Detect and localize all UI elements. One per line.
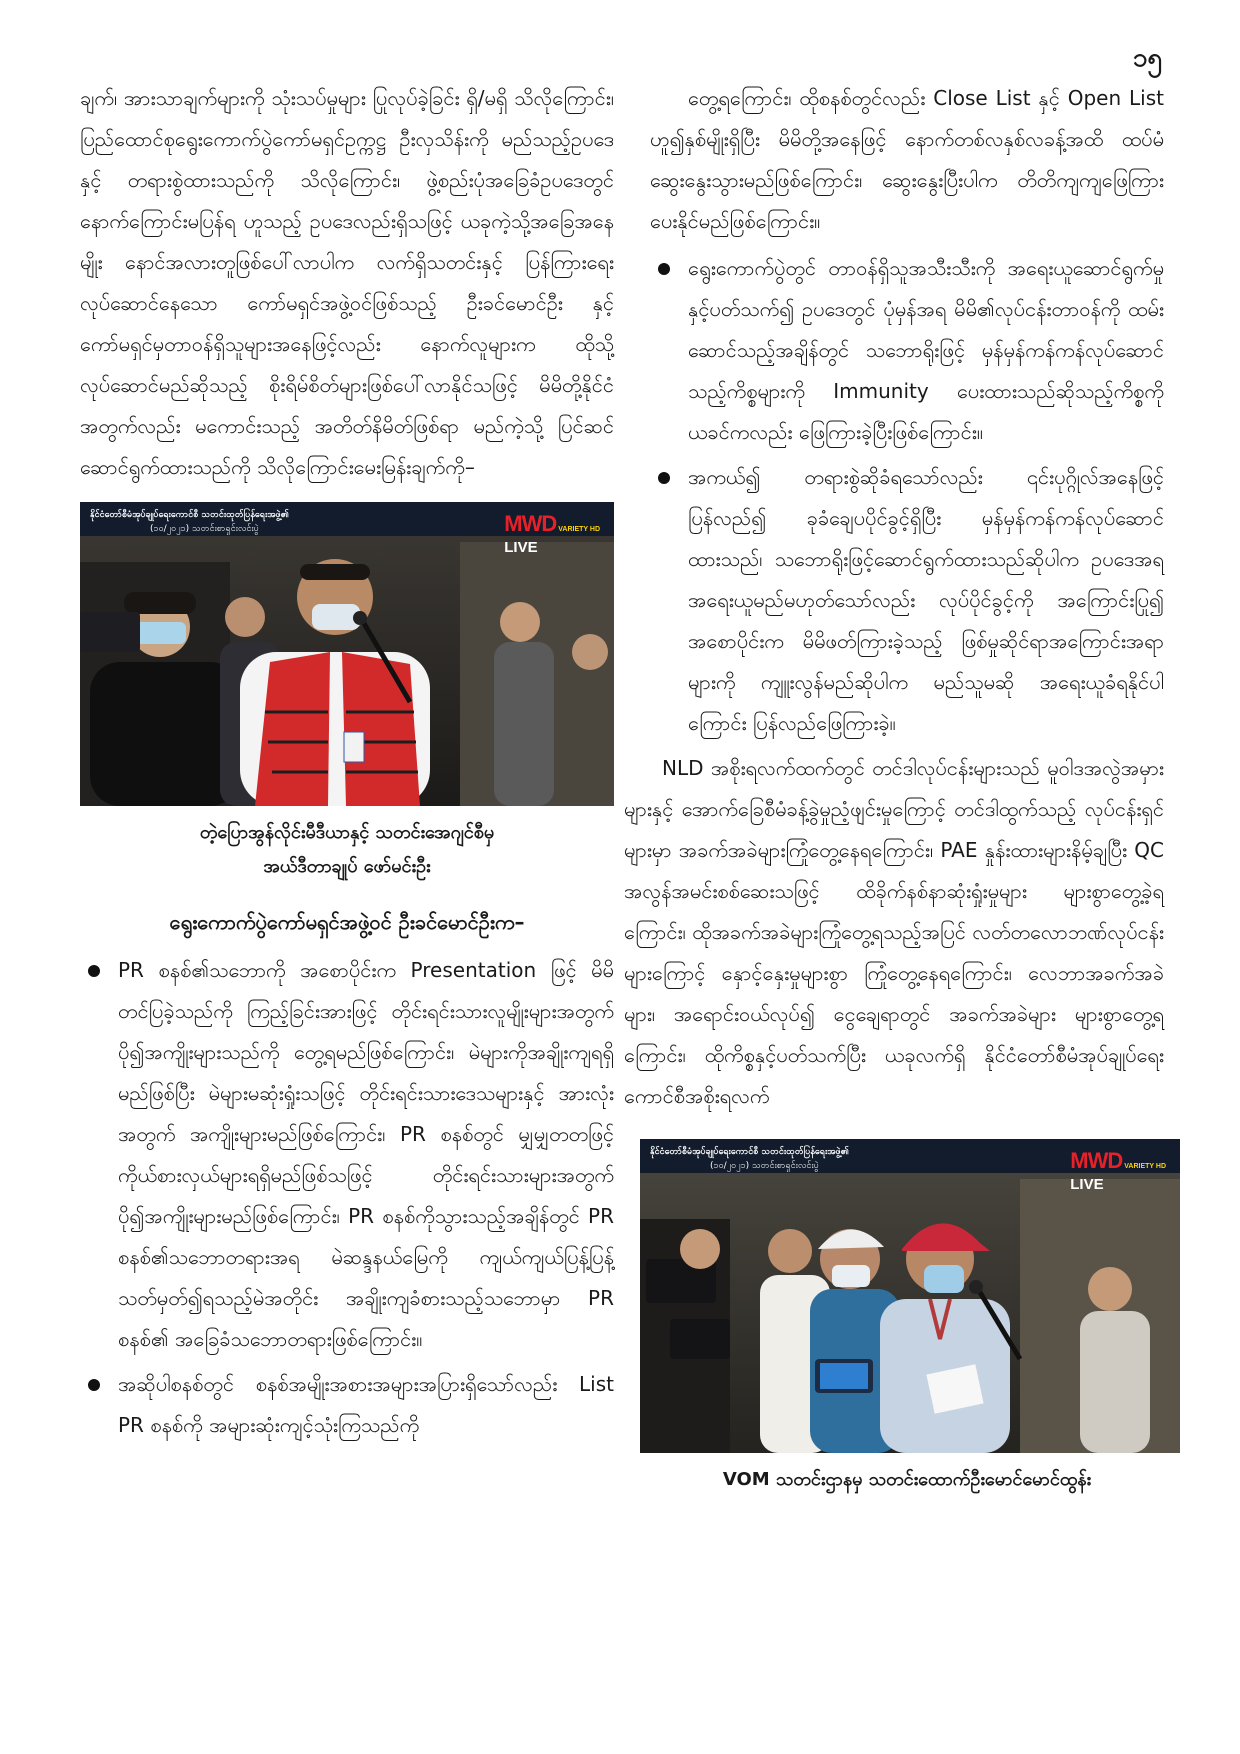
press-conference-photo-reporter bbox=[80, 502, 614, 806]
right-bullet-list bbox=[650, 248, 1164, 744]
caption-1-line-2: အယ်ဒီတာချုပ် ဖော်မင်းဦး bbox=[263, 856, 431, 877]
section-heading: ရွေးကောက်ပွဲကော်မရှင်အဖွဲ့ဝင် ဦးခင်မောင်ဦးက– bbox=[169, 910, 525, 934]
left-bullet-list bbox=[80, 950, 614, 1446]
caption-1-line-1: တဲ့ပြောအွန်လိုင်းမီဒီယာနှင့် သတင်းအေဂျင်စီမှ bbox=[199, 822, 495, 843]
press-conference-photo-journalist bbox=[640, 1139, 1180, 1453]
banner-line-1: နိုင်ငံတော်စီမံအုပ်ချုပ်ရေးကောင်စီ သတင်းထုတ်ပြန်ရေးအဖွဲ့၏ bbox=[650, 1147, 849, 1157]
logo-tag: VARIETY HD bbox=[558, 526, 600, 533]
mwd-live-logo bbox=[504, 511, 600, 556]
logo-text: MWD bbox=[504, 511, 557, 536]
page-number: ၁၅ bbox=[1132, 43, 1162, 73]
banner-line-1: နိုင်ငံတော်စီမံအုပ်ချုပ်ရေးကောင်စီ သတင်းထုတ်ပြန်ရေးအဖွဲ့၏ bbox=[90, 510, 289, 520]
intro-paragraph: ချက်၊ အားသာချက်များကို သုံးသပ်မှုများ ပြုလုပ်ခဲ့ခြင်း ရှိ/မရှိ သိလိုကြောင်း၊ ပြည်ထောင်စုရွေးကောက်ပွဲကော်မရှင်ဥက္ကဋ္ဌ ဦးလှသိန်းကို မည်သည့်ဥပဒေနှင့် တရားစွဲထားသည်ကို သိလိုကြောင်း၊ ဖွဲ့စည်းပုံအခြေခံဥပဒေတွင် နောက်ကြောင်းမပြန်ရ ဟူသည့် ဥပဒေလည်းရှိသဖြင့် ယခုကဲ့သို့အခြေအနေမျိုး နောင်အလားတူဖြစ်ပေါ်လာပါက လက်ရှိသတင်းနှင့် ပြန်ကြားရေး လုပ်ဆောင်နေသော ကော်မရှင်အဖွဲ့ဝင်ဖြစ်သည့် ဦးခင်မောင်ဦး နှင့်ကော်မရှင်မှတာဝန်ရှိသူများအနေဖြင့်လည်း နောက်လူများက ထိုသို့လုပ်ဆောင်မည်ဆိုသည့် စိုးရိမ်စိတ်များဖြစ်ပေါ်လာနိုင်သဖြင့် မိမိတို့နိုင်ငံအတွက်လည်း မကောင်းသည့် အတိတ်နိမိတ်ဖြစ်ရာ မည်ကဲ့သို့ ပြင်ဆင်ဆောင်ရွက်ထားသည်ကို သိလိုကြောင်းမေးမြန်းချက်ကို– bbox=[80, 86, 614, 479]
left-column bbox=[80, 78, 614, 1450]
nld-paragraph: NLD အစိုးရလက်ထက်တွင် တင်ဒါလုပ်ငန်းများသည် မူဝါဒအလွဲအမှားများနှင့် အောက်ခြေစီမံခန့်ခွဲမှုညံ့ဖျင်းမှုကြောင့် တင်ဒါထွက်သည့် လုပ်ငန်းရှင်များမှာ အခက်အခဲများကြုံတွေ့နေရကြောင်း၊ PAE နှုန်းထားများနိမ့်ချပြီး QC အလွန်အမင်းစစ်ဆေးသဖြင့် ထိခိုက်နစ်နာဆုံးရှုံးမှုများ များစွာတွေ့ခဲ့ရကြောင်း၊ ထိုအခက်အခဲများကြုံတွေ့ရသည့်အပြင် လတ်တလောဘဏ်လုပ်ငန်းများကြောင့် နှောင့်နှေးမှုများစွာ ကြုံတွေ့နေရကြောင်း၊ လေဘာအခက်အခဲများ၊ အရောင်းဝယ်လုပ်၍ ငွေချေရာတွင် အခက်အခဲများ များစွာတွေ့ရကြောင်း၊ ထိုကိစ္စနှင့်ပတ်သက်ပြီး ယခုလက်ရှိ နိုင်ငံတော်စီမံအုပ်ချုပ်ရေးကောင်စီအစိုးရလက် bbox=[624, 756, 1164, 1108]
photo-caption-1 bbox=[80, 816, 614, 884]
broadcast-banner bbox=[650, 1145, 849, 1173]
mwd-live-logo bbox=[1070, 1148, 1166, 1193]
logo-text: MWD bbox=[1070, 1148, 1123, 1173]
list-item: PR စနစ်၏သဘောကို အစောပိုင်းက Presentation ဖြင့် မိမိတင်ပြခဲ့သည်ကို ကြည့်ခြင်းအားဖြင့် တိုင်းရင်းသားလူမျိုးများအတွက် ပို၍အကျိုးများသည်ကို တွေ့ရမည်ဖြစ်ကြောင်း၊ မဲများကိုအချိုးကျရရှိမည်ဖြစ်ပြီး မဲများမဆုံးရှုံးသဖြင့် တိုင်းရင်းသားဒေသများနှင့် အားလုံးအတွက် အကျိုးများမည်ဖြစ်ကြောင်း၊ PR စနစ်တွင် မျှမျှတတဖြင့် ကိုယ်စားလှယ်များရရှိမည်ဖြစ်သဖြင့် တိုင်းရင်းသားများအတွက် ပို၍အကျိုးများမည်ဖြစ်ကြောင်း၊ PR စနစ်ကိုသွားသည့်အချိန်တွင် PR စနစ်၏သဘောတရားအရ မဲဆန္ဒနယ်မြေကို ကျယ်ကျယ်ပြန့်ပြန့်သတ်မှတ်၍ရသည့်မဲအတိုင်း အချိုးကျခံစားသည့်သဘောမှာ PR စနစ်၏ အခြေခံသဘောတရားဖြစ်ကြောင်း။ bbox=[80, 950, 614, 1360]
list-item: အကယ်၍ တရားစွဲဆိုခံရသော်လည်း ၎င်းပုဂ္ဂိုလ်အနေဖြင့် ပြန်လည်၍ ခုခံချေပပိုင်ခွင့်ရှိပြီး မှန်မှန်ကန်ကန်လုပ်ဆောင်ထားသည်၊ သဘောရိုးဖြင့်ဆောင်ရွက်ထားသည်ဆိုပါက ဥပဒေအရ အရေးယူမည်မဟုတ်သော်လည်း လုပ်ပိုင်ခွင့်ကို အကြောင်းပြု၍ အစောပိုင်းက မိမိဖတ်ကြားခဲ့သည့် ဖြစ်မှုဆိုင်ရာအကြောင်းအရာများကို ကျူးလွန်မည်ဆိုပါက မည်သူမဆို အရေးယူခံရနိုင်ပါကြောင်း ပြန်လည်ဖြေကြားခဲ့။ bbox=[650, 457, 1164, 744]
continuation-paragraph: တွေ့ရကြောင်း၊ ထိုစနစ်တွင်လည်း Close List နှင့် Open List ဟူ၍နှစ်မျိုးရှိပြီး မိမိတို့အနေဖြင့် နောက်တစ်လနှစ်လခန့်အထိ ထပ်မံဆွေးနွေးသွားမည်ဖြစ်ကြောင်း၊ ဆွေးနွေးပြီးပါက တိတိကျကျဖြေကြားပေးနိုင်မည်ဖြစ်ကြောင်း။ bbox=[650, 86, 1164, 233]
logo-tag: VARIETY HD bbox=[1124, 1163, 1166, 1170]
banner-line-2: (၁၀/၂၀၂၁) သတင်းစာရှင်းလင်းပွဲ bbox=[710, 1161, 819, 1171]
list-item: ရွေးကောက်ပွဲတွင် တာဝန်ရှိသူအသီးသီးကို အရေးယူဆောင်ရွက်မှုနှင့်ပတ်သက်၍ ဥပဒေတွင် ပုံမှန်အရ မိမိ၏လုပ်ငန်းတာဝန်ကို ထမ်းဆောင်သည့်အချိန်တွင် သဘောရိုးဖြင့် မှန်မှန်ကန်ကန်လုပ်ဆောင်သည့်ကိစ္စများကို Immunity ပေးထားသည်ဆိုသည့်ကိစ္စကို ယခင်ကလည်း ဖြေကြားခဲ့ပြီးဖြစ်ကြောင်း။ bbox=[650, 248, 1164, 453]
logo-live: LIVE bbox=[504, 539, 538, 556]
broadcast-banner bbox=[90, 508, 289, 536]
photo-caption-2: VOM သတင်းဌာနမှ သတင်းထောက်ဦးမောင်မောင်ထွန်း bbox=[722, 1469, 1092, 1490]
list-item: အဆိုပါစနစ်တွင် စနစ်အမျိုးအစားအများအပြားရှိသော်လည်း List PR စနစ်ကို အများဆုံးကျင့်သုံးကြသည်ကို bbox=[80, 1364, 614, 1446]
banner-line-2: (၁၀/၂၀၂၁) သတင်းစာရှင်းလင်းပွဲ bbox=[150, 524, 259, 534]
logo-live: LIVE bbox=[1070, 1176, 1104, 1193]
right-column bbox=[624, 78, 1166, 1497]
